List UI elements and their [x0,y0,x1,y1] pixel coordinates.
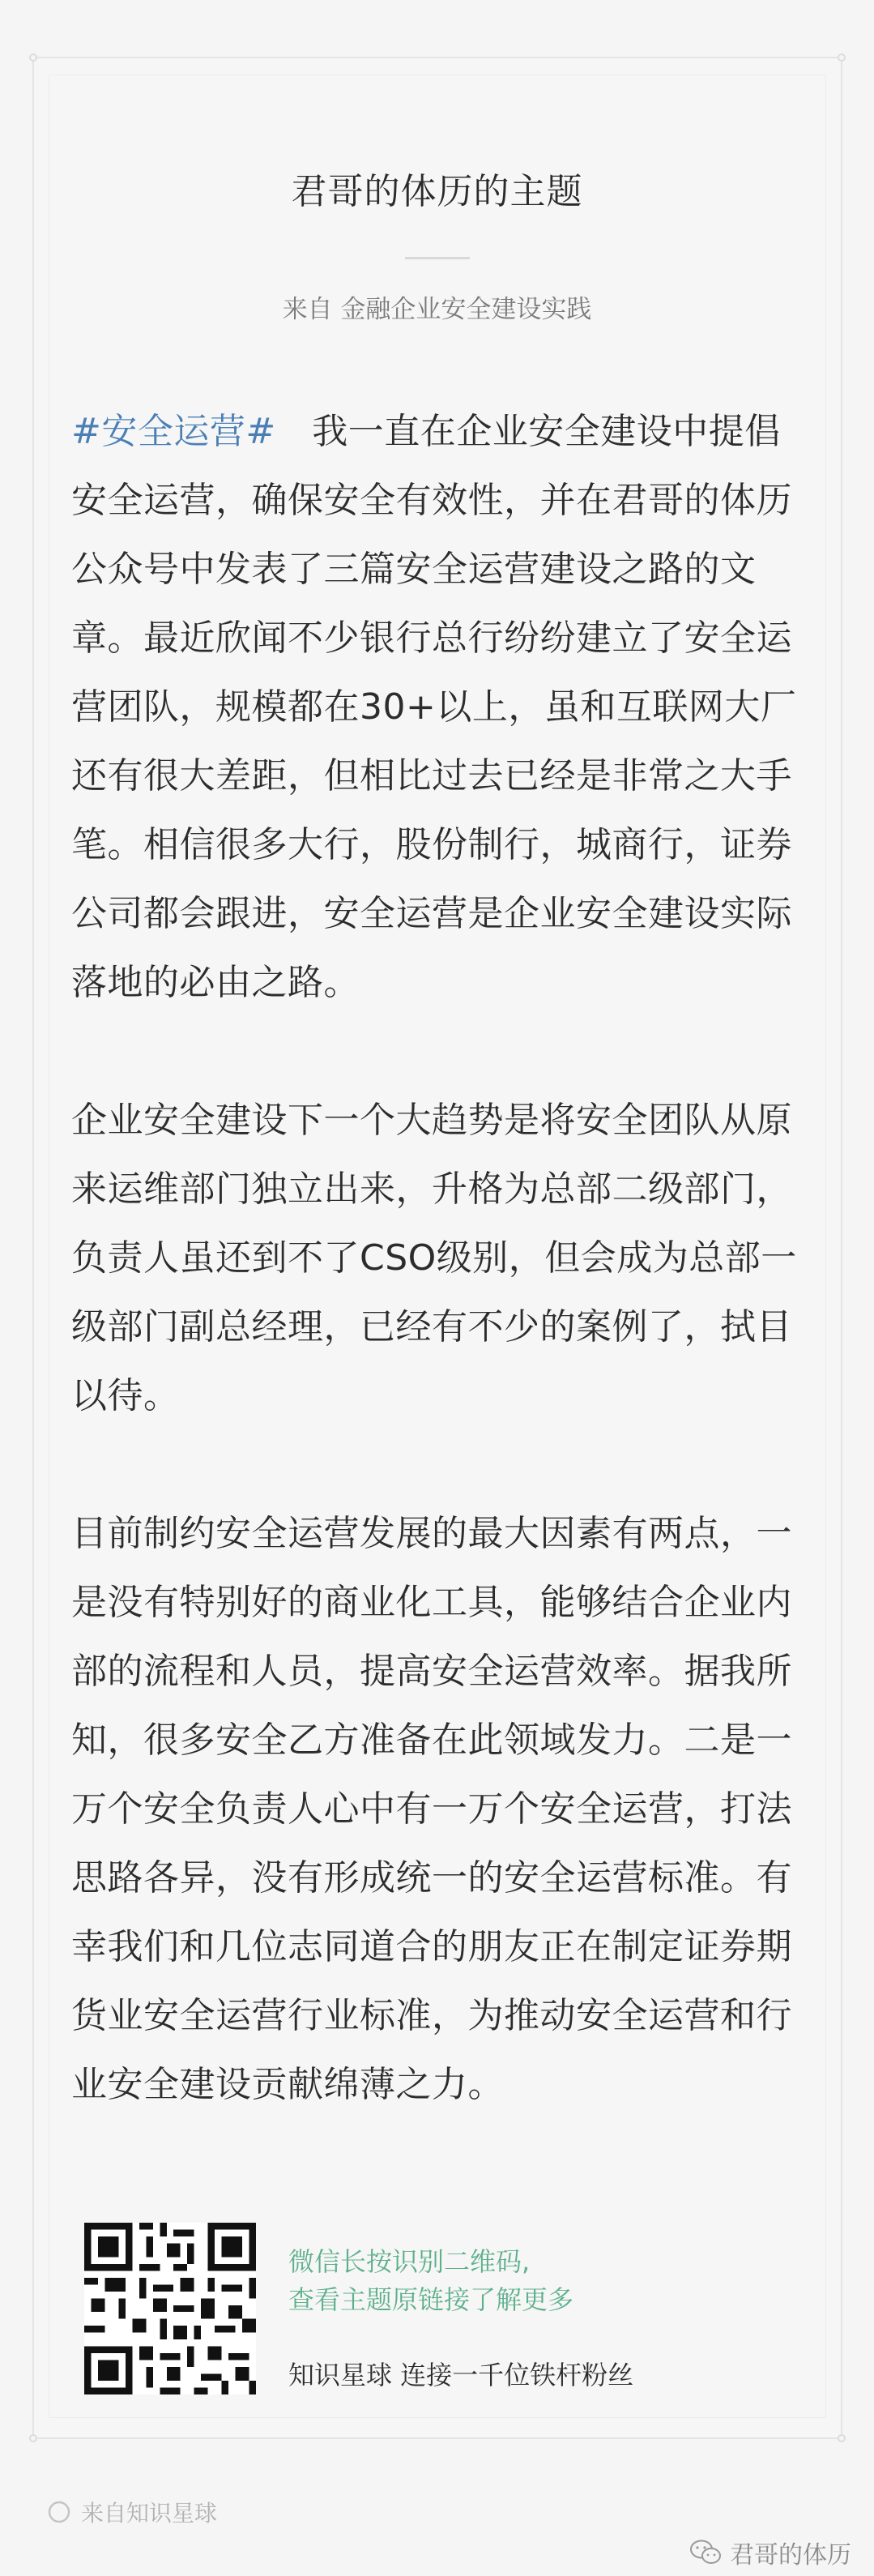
footer-account [689,2535,851,2570]
title-divider [405,257,470,259]
corner-dot [838,2434,846,2442]
wechat-icon [689,2539,722,2566]
hashtag-link[interactable]: #安全运营# [71,411,276,452]
qr-code[interactable] [84,2223,256,2394]
article-body [71,397,800,2119]
paragraph-text: 我一直在企业安全建设中提倡安全运营，确保安全有效性，并在君哥的体历公众号中发表了三篇安全运营建设之路的文章。最近欣闻不少银行总行纷纷建立了安全运营团队，规模都在30+以上，虽和互联网大厂还有很大差距，但相比过去已经是非常之大手笔。相信很多大行，股份制行，城商行，证券公司都会跟进，安全运营是企业安全建设实际落地的必由之路。 [71,411,797,1003]
topic-title: 君哥的体历的主题 [291,171,583,212]
footer-source [47,2496,217,2528]
qr-tagline: 知识星球 连接一千位铁杆粉丝 [288,2360,634,2390]
corner-dot [29,53,37,62]
article-paragraph-2: 企业安全建设下一个大趋势是将安全团队从原来运维部门独立出来，升格为总部二级部门，负责人虽还到不了CSO级别，但会成为总部一级部门副总经理，已经有不少的案例了，拭目以待。 [71,1100,797,1416]
qr-hint-line-1: 微信长按识别二维码, [288,2246,531,2277]
source-line: 来自 金融企业安全建设实践 [282,295,592,324]
footer-account-name: 君哥的体历 [730,2541,851,2570]
qr-hint-line-2: 查看主题原链接了解更多 [288,2284,574,2315]
article-paragraph-3: 目前制约安全运营发展的最大因素有两点，一是没有特别好的商业化工具，能够结合企业内部的流程和人员，提高安全运营效率。据我所知，很多安全乙方准备在此领域发力。二是一万个安全负责人心中有一万个安全运营，打法思路各异，没有形成统一的安全运营标准。有幸我们和几位志同道合的朋友正在制定证券期货业安全运营行业标准，为推动安全运营和行业安全建设贡献绵薄之力。 [71,1513,792,2105]
corner-dot [838,53,846,62]
footer-source-label: 来自知识星球 [81,2500,218,2527]
corner-dot [29,2434,37,2442]
article-paragraph-1 [71,397,800,1017]
planet-icon [47,2500,71,2524]
